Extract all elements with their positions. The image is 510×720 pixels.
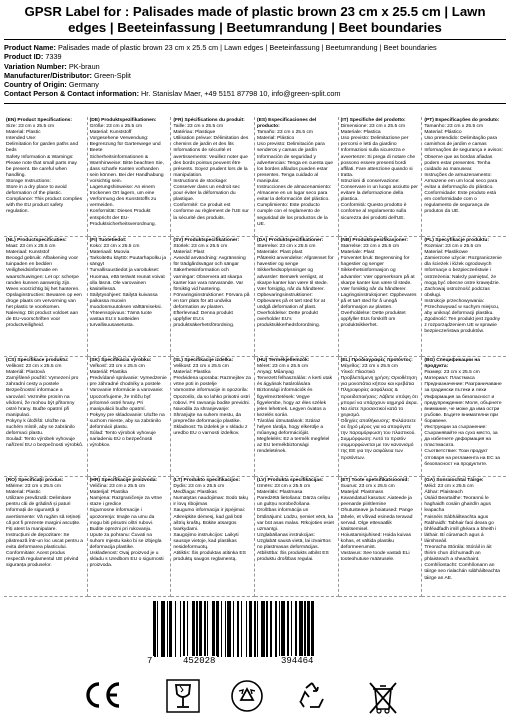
info-value: Palisades made of plastic brown 23 cm x 25.5 cm | Lawn edges | Beeteinfassung | Beetumrandung | Beet boundaries xyxy=(57,43,437,52)
spec-heading: (CS) Specifikace produktu: xyxy=(6,358,69,363)
spec-heading: (SL) Specifikacije izdelka: xyxy=(173,358,234,363)
barcode-bar xyxy=(169,601,172,657)
spec-body: Size: 23 cm x 25.5 cm Material: Plastic Intended Use: Delimitation for garden paths and beds Safety Information & Warnings: Please note that small parts may be present. Be careful when handling. Storage Instructions: Store in a dry place to avoid deformation of the plastic. Compliance: This product complies with the EU product safety regulation. xyxy=(6,124,83,215)
spec-body: Maat: 23 cm x 25.5 cm Materiaal: Kunststof Beoogd gebruik: Afbakening voor tuinpaden en bedden Veiligheidsinformatie en waarschuwingen: Let op: scherpe randen kunnen aanwezig zijn. Wees voorzichtig bij het hanteren. Opslaginstructies: Bewaren op een droge plaats om vervorming van het plastic te voorkomen. Naleving: Dit product voldoet aan de EU-voorschriften voor productveiligheid. xyxy=(6,244,82,329)
barcode-bar xyxy=(281,601,285,657)
info-row xyxy=(4,89,506,98)
barcode-bar xyxy=(199,601,202,657)
label-footer xyxy=(0,597,510,720)
divider xyxy=(4,103,506,104)
barcode-left-group: 452028 xyxy=(183,656,216,666)
barcode-bar xyxy=(299,601,303,657)
spec-body: Izmērs: 23 cm x 25.5 cm Materiāls: Plastmasa Paredzētā lietošana: Dārza celiņu un gultņu norobežošana Drošības informācija un brīdinājumi: Lūdzu, ņemiet vērā, ka var būt asas malas. Rīkojoties esiet uzmanīgi. Uzglabāšanas instrukcijas: Uzglabāt sausā vietā, lai izvairītos no plastmasas deformācijas. Atbilstība: Šis produkts atbilst ES produktu drošības regulai. xyxy=(256,484,334,563)
spec-heading: (SV) Produktspecifikationer: xyxy=(173,238,240,243)
barcode-bar xyxy=(307,601,310,657)
info-label: Country of Origin: xyxy=(4,80,67,90)
barcode-bar xyxy=(196,601,197,657)
language-spec-cell xyxy=(255,477,339,597)
language-spec-cell xyxy=(4,237,88,357)
spec-heading: (ET) Toote spetsifikatsioonid: xyxy=(340,478,410,483)
info-value: Hr. Stanislav Maer, +49 5151 87798 10, info@green-split.com xyxy=(141,89,341,99)
language-spec-cell xyxy=(88,357,172,477)
info-label: Product ID: xyxy=(4,52,44,62)
barcode-bar xyxy=(279,601,280,657)
spec-heading: (ES) Especificaciones del producto: xyxy=(256,118,317,130)
spec-heading: (SK) Špecifikácia výrobku: xyxy=(89,358,152,363)
info-value: Germany xyxy=(68,80,99,90)
spec-body: Tamaño: 23 cm x 25.5 cm Material: Plástico Uso previsto: Delimitación para senderos y camas de jardín Información de seguridad y advertencias: Tenga en cuenta que los bordes afilados pueden estar presentes. Tenga cuidado al manipular. Instrucciones de almacenamiento: Almacene en un lugar seco para evitar la deformación del plástico. Cumplimiento: Este producto cumple con el reglamento de seguridad de los productos de la UE. xyxy=(256,130,334,227)
info-label: Manufacturer/Distributor: xyxy=(4,70,92,80)
language-spec-cell xyxy=(88,237,172,357)
language-spec-cell xyxy=(171,477,255,597)
language-spec-cell xyxy=(171,117,255,237)
spec-heading: (LV) Produkta specifikācijas: xyxy=(256,478,324,483)
spec-heading: (BG) Спецификации на продукта: xyxy=(424,358,481,370)
fragile-icon xyxy=(166,679,200,713)
info-label: Variation Number: xyxy=(4,61,67,71)
language-grid xyxy=(4,117,506,597)
language-spec-cell xyxy=(422,117,506,237)
barcode-bar xyxy=(225,601,226,657)
language-spec-cell xyxy=(339,357,423,477)
barcode-bar xyxy=(237,601,240,657)
spec-body: Méret: 23 cm x 25.5 cm Anyag: Műanyag Tervezett felhasználás: A kerti utak és ágyások határolására Biztonsági információk és figyelmeztetések: Vegye figyelembe, hogy az éles szélek jelen lehetnek. Legyen óvatos a kezelés során. Tárolási útmutatások: Száraz helyen tárolja, hogy elkerülje a műanyag deformációját. Megfelelés: Ez a termék megfelel az EU termékbiztonsági rendeletének. xyxy=(256,364,333,455)
spec-heading: (DA) Produktspecifikationer: xyxy=(256,238,324,243)
spec-heading: (RO) Specificații produs: xyxy=(6,478,64,483)
no-disposal-icon xyxy=(366,679,400,717)
language-spec-cell xyxy=(339,477,423,597)
barcode-bar xyxy=(216,601,219,657)
spec-body: Veľkosť: 23 cm x 25.5 cm Materiál: Plastika Predvídané správanie: Vymedzenie pre záhradné chodníky a postele Varovanie Informácie a varovanie: Upozorňujeme, že môžu byť prítomné ostré hrany. Pri manipulácii buďte opatrní. Pokyny pre skladovanie: Uložte na suchom mieste, aby sa zabránilo deformácii plastu. Súlad: Tento výrobok vyhovuje nariadeniu EÚ o bezpečnosti výrobkov. xyxy=(89,364,167,449)
barcode-bar xyxy=(227,601,231,657)
barcode-bar xyxy=(275,601,278,657)
language-spec-cell xyxy=(255,357,339,477)
ean-barcode xyxy=(145,601,365,667)
page-title: GPSR Label for : Palisades made of plastic brown 23 cm x 25.5 cm | Lawn edges | Beeteinfassung | Beetumrandung | Beet boundaries xyxy=(24,4,486,35)
info-row xyxy=(4,52,506,61)
spec-body: Tamanho: 23 cm x 25.5 cm Material: Plástico Uso pretendido: Delimitação para caminhos de jardim e camas Informações de segurança e avisos: Observe que as bordas afiadas podem estar presentes. Tenha cuidado ao manusear. Instruções de armazenamento: Armazene em um local seco para evitar a deformação do plástico. Conformidade: Este produto está em conformidade com o regulamento de segurança de produtos da UE. xyxy=(424,124,503,215)
spec-heading: (EL) Προδιαγραφές προϊόντος: xyxy=(340,358,413,363)
spec-body: Velikost: 23 cm x 25.5 cm Material: Plastika Predvidena uporaba: Razmejitev za vrtne poti in postelje Varnostne informacije in opozorila: Opozorilo, da so lahko prisotni ostri robovi. Pri ravnanju bodite previdni. Navodila za shranjevanje: Shranjujte na suhem mestu, da preprečite deformacijo plastike. Skladnost: Ta izdelek je v skladu z uredbo EU o varnosti izdelkov. xyxy=(173,364,251,437)
product-info xyxy=(4,43,506,99)
spec-body: Mărime: 23 cm x 25.5 cm Material: Plastic Utilizare prevăzută: Delimitare pentru căi de grădină și paturi Informații de siguranță și avertismente: Vă rugăm să rețineți că pot fi prezente margini ascuțite. Fiți atent la manipulare. Instrucțiuni de depozitare: Se păstrează într-un loc uscat pentru a evita deformarea plasticului. Conformitate: Acest produs respectă regulamentul UE privind siguranța produselor. xyxy=(6,484,83,569)
compliance-icons xyxy=(0,673,510,717)
barcode-right-group: 394464 xyxy=(281,656,314,666)
spec-heading: (PL) Specyfikacje produktu: xyxy=(424,238,490,243)
spec-body: Μέγεθος: 23 cm x 25.5 cm Υλικό: Πλαστικό Προβλεπόμενη χρήση: Οριοθέτηση για μονοπάτια κήπου και κρεβάτια Πληροφορίες ασφάλειας & προειδοποιήσεις: Λάβετε υπόψη ότι μπορεί να υπάρχουν αιχμηρά άκρα. Να είστε προσεκτικοί κατά το χειρισμό. Οδηγίες αποθήκευσης: Φυλάσσετε σε ξηρό μέρος για να αποφύγετε την παραμόρφωση του πλαστικού. Συμμόρφωση: Αυτό το προϊόν συμμορφώνεται με τον κανονισμό της ΕΕ για την ασφάλεια των προϊόντων. xyxy=(340,364,418,461)
language-spec-cell xyxy=(4,357,88,477)
language-spec-cell xyxy=(422,477,506,597)
language-spec-cell xyxy=(422,357,506,477)
barcode-bar xyxy=(291,601,292,657)
info-row xyxy=(4,43,506,52)
spec-body: Koko: 23 cm x 25.5 cm Materiaali: Muovia Tarkoitettu käyttö: Puutarhapolku ja sängyt Turvallisuustiedot ja varoitukset: Huomaa, että terävät reunat voivat olla läsnä. Ole varovainen käsitellessä. Säilytysohjeet: Säilytä kuivassa paikassa muovin muodonmuutoksen välttämiseksi. Yhteensopivuus: Tämä tuote vastaa EU:n tuotteiden turvallisuusasetusta. xyxy=(89,244,167,329)
spec-body: Velikost: 23 cm x 25.5 cm Materiál: Plastová Zamýšlené použití: Vymezení pro zahradní cesty a postele Bezpečnostní informace a varování: Vezměte prosím na vědomí, že mohou být přítomny ostré hrany. Buďte opatrní při manipulaci. Pokyny k úložišti: Uložte na suchém místě, aby se zabránilo deformaci plastu. Soulad: Tento výrobek vyhovuje nařízení EU o bezpečnosti výrobků. xyxy=(6,364,84,449)
barcode-bar xyxy=(183,601,186,657)
barcode-bar xyxy=(180,601,181,657)
language-spec-cell xyxy=(339,117,423,237)
spec-body: Rozmiar: 23 cm x 25.5 cm Materiał: Plastikowe Zamierzone użycie: Rozgraniczenie dla ścieżek i łóżek ogrodowych Informacje o bezpieczeństwie i ostrzeżenia: Należy pamiętać, że mogą być obecne ostre krawędzie. Zachowaj ostrożność podczas obsługi. Instrukcje przechowywania: Przechowywać w suchym miejscu, aby uniknąć deformacji plastiku. Zgodność: Ten produkt jest zgodny z rozporządzeniem UE w sprawie bezpieczeństwa produktów. xyxy=(424,244,502,335)
barcode-bar xyxy=(161,601,165,657)
language-spec-cell xyxy=(171,237,255,357)
language-spec-cell xyxy=(422,237,506,357)
spec-heading: (GA) Sonraíochtaí Táirge: xyxy=(424,478,484,483)
spec-heading: (FI) Tuotetiedot: xyxy=(89,238,127,243)
spec-body: Méid: 23 cm x 25.5 cm Ábhar: Plaisteach Úsáid Beartaithe: Teorannú le haghaidh cosáin ghairdín agus leapacha Faisnéis Sábháilteachta agus Rabhaidh: Tabhair faoi deara go bhféadfadh imill ghéara a bheith i láthair. Bí cúramach agus á láimhseáil. Treoracha Stórála: Stóráil in áit thirim chun díchumadh an phlaisteach a sheachaint. Comhlíontacht: Comhlíonann an táirge seo rialachán sábháilteachta táirge an AE. xyxy=(424,484,500,581)
barcode-bar xyxy=(261,601,265,657)
barcode-bar xyxy=(157,601,158,657)
barcode-bar xyxy=(295,601,298,657)
language-spec-cell xyxy=(4,117,88,237)
language-spec-cell xyxy=(255,117,339,237)
barcode-bar xyxy=(221,601,222,657)
barcode-bar xyxy=(175,601,176,657)
spec-heading: (FR) Spécifications du produit: xyxy=(173,118,245,123)
barcode-bar xyxy=(167,601,168,657)
info-label: Product Name: xyxy=(4,43,56,52)
info-value: Green-Split xyxy=(94,70,131,80)
info-row xyxy=(4,62,506,71)
barcode-bar xyxy=(204,601,205,657)
barcode-bar xyxy=(246,601,247,657)
spec-heading: (PT) Especificações do produto: xyxy=(424,118,500,123)
barcode-bar xyxy=(270,601,271,657)
barcode-bar xyxy=(241,601,242,657)
spec-body: Veličina: 23 cm x 25.5 cm Materijal: Plastika Namjena: Razgraničenje za vrtne staze i gredice Sigurnosne informacije i upozorenja: Imajte na umu da mogu biti prisutni oštri rubovi. Budite oprezni pri rukovanju. Upute za pohranu: Čuvati na suhom mjestu kako bi se izbjegla deformacija plastike. Usklađenost: Ovaj proizvod je u skladu s Uredbom EU o sigurnosti proizvoda. xyxy=(89,484,164,569)
spec-heading: (HR) Specifikacije proizvoda: xyxy=(89,478,158,483)
barcode-bar xyxy=(153,601,156,657)
spec-body: Dydis: 23 cm x 25.5 cm Medžiaga: Plastikas Numatytas naudojimas: Sodo takų ir lovų ribojimas Saugumo informacija ir įspėjimai: Atkreipkite dėmesį, kad gali būti aštrių kraštų. Būkite atsargūs tvarkydami. Saugojimo instrukcijos: Laikyti sausoje vietoje, kad plastikas nesideformuotų. Atitiktis: Šis produktas atitinka ES produktų saugos reglamentą. xyxy=(173,484,248,563)
spec-body: Størrelse: 23 cm x 25.5 cm Materiale: Plast plast Påtænkt anvendelse: Afgrænset for havestier og senge Sikkerhedsoplysninger og advarsler: Bemærk venligst, at skarpe kanter kan være til stede. Vær forsigtig, når du håndterer. Opbevaringsinstruktioner: Opbevares på et tørt sted for at undgå deformation af plast. Overholdelse: Dette produkt overholder EU's produktsikkerhedsforordning. xyxy=(256,244,334,329)
ce-mark-icon xyxy=(82,679,122,711)
language-spec-cell xyxy=(171,357,255,477)
info-row xyxy=(4,71,506,80)
spec-heading: (LT) Produkto specifikacijos: xyxy=(173,478,241,483)
info-label: Contact Person & Contact information: xyxy=(4,89,139,99)
barcode-bar xyxy=(233,601,234,657)
spec-body: Größe: 23 cm x 25.5 cm Material: Kunststoff Vorgesehene Verwendung: Begrenzung für Gartenwege und Beete Sicherheitsinformationen & Warnhinweise: Bitte beachten Sie, dass scharfe Kanten vorhanden sein können. Bei der Handhabung vorsichtig sein. Lagerungshinweise: An einem trockenen Ort lagern, um eine Verformung des Kunststoffs zu vermeiden. Konformität: Dieses Produkt entspricht der EU-Produktsicherheitsverordnung. xyxy=(89,124,164,227)
spec-body: Taille: 23 cm x 25.5 cm Matériau: Plastique Utilisation prévue: Délimitation des chemins de jardin et des lits Informations de sécurité et avertissements: Veuillez noter que des bords pointus peuvent être présents. Soyez prudent lors de la manipulation. Instructions de stockage: Conserver dans un endroit sec pour éviter la déformation du plastique. Conformité: Ce produit est conforme au règlement de l'UE sur la sécurité des produits. xyxy=(173,124,249,221)
spec-body: Dimensione: 23 cm x 25.5 cm Materiale: Plastica Uso previsto: Delimitazione per percorsi e letti da giardino Informazioni sulla sicurezza e avvertenze: Si prega di notare che possono essere presenti bordi affilati. Fare attenzione quando si tratta. Istruzioni di conservazione: Conservare in un luogo asciutto per evitare la deformazione della plastica. Conformità: Questo prodotto è conforme al regolamento sulla sicurezza dei prodotti dell'UE. xyxy=(340,124,418,221)
language-spec-cell xyxy=(339,237,423,357)
barcode-bar xyxy=(187,601,188,657)
recycle-icon xyxy=(295,679,329,713)
language-spec-cell xyxy=(4,477,88,597)
info-value: 7339 xyxy=(45,52,62,62)
spec-heading: (EN) Product Specifications: xyxy=(6,118,73,123)
barcode-bar xyxy=(254,601,255,657)
barcode-first-digit: 7 xyxy=(147,656,153,666)
spec-heading: (NL) Productspecificaties: xyxy=(6,238,67,243)
info-value: PK-braun xyxy=(68,61,100,71)
barcode-bar xyxy=(207,601,208,657)
spec-heading: (DE) Produktspezifikationen: xyxy=(89,118,157,123)
spec-body: Størrelse: 23 cm x 25.5 cm Materiale: Plast Forventet bruk: Begrensning for hagestier og senger Sikkerhetsinformasjon og advarsler: Vær oppmerksom på at skarpe kanter kan være til stede. Vær forsiktig når du håndterer. Lagringsinstruksjoner: Oppbevares på et tørt sted for å unngå deformasjon av plasten. Overholdelse: Dette produktet oppfyller EUs forskrift om produktsikkerhet. xyxy=(340,244,417,329)
language-spec-cell xyxy=(88,477,172,597)
barcode-bar xyxy=(212,601,215,657)
language-spec-cell xyxy=(88,117,172,237)
barcode-bar xyxy=(287,601,290,657)
barcode-bar xyxy=(192,601,195,657)
barcode-bar xyxy=(249,601,252,657)
language-spec-cell xyxy=(255,237,339,357)
barcode-bar xyxy=(257,601,258,657)
spec-heading: (IT) Specifiche del prodotto: xyxy=(340,118,406,123)
barcode-bar xyxy=(266,601,267,657)
spec-body: Storlek: 23 cm x 25.5 cm Material: Plast Avsedd användning: Avgränsning för trädgårdsvägar och sängar Säkerhetsinformation och varningar: Observera att skarpa kanter kan vara närvarande. Var försiktig vid hantering. Förvaringsinstruktioner: Förvara på en torr plats för att undvika deformation av plasten. Efterlevnad: Denna produkt uppfyller EU:s produktsäkerhetsförordning. xyxy=(173,244,250,329)
info-row xyxy=(4,80,506,89)
barcode-bar xyxy=(304,601,305,657)
divider xyxy=(4,39,506,40)
spec-heading: (HU) Termékjellemzők: xyxy=(256,358,310,363)
spec-heading: (NB) Produktspesifikasjoner: xyxy=(340,238,409,243)
spec-body: Размер: 23 cm x 25.5 cm Материал: Пластмаса Предназначение: Разграничаване за градински пътеки и лехи Информация за безопасност и предупреждения: Моля, обърнете внимание, че може да има остри ръбове. Бъдете внимателни при боравене. Инструкции за съхранение: Съхранявайте на сухо място, за да избегнете деформация на пластмасата. Съответствие: Този продукт отговаря на регламента на ЕС за безопасност на продуктите. xyxy=(424,370,502,467)
barcode-bar xyxy=(311,601,314,657)
recycle-icon xyxy=(230,679,264,713)
barcode-bars xyxy=(153,601,357,657)
spec-body: Suurus: 23 cm x 25.5 cm Materjal: Plastmass Kavandatud kasutus: Aiateede ja peenarde piiritlemine Ohutusteave ja hoiatused: Pange tähele, et võivad esineda teravad servad. Olge ettevaatlik käsitsemisel. Hoiustamisjuhised: Hoida kuivas kohas, et vältida plastiku deformeerumist. Vastavus: See toode vastab ELi tooteohutuse määrusele. xyxy=(340,484,413,563)
